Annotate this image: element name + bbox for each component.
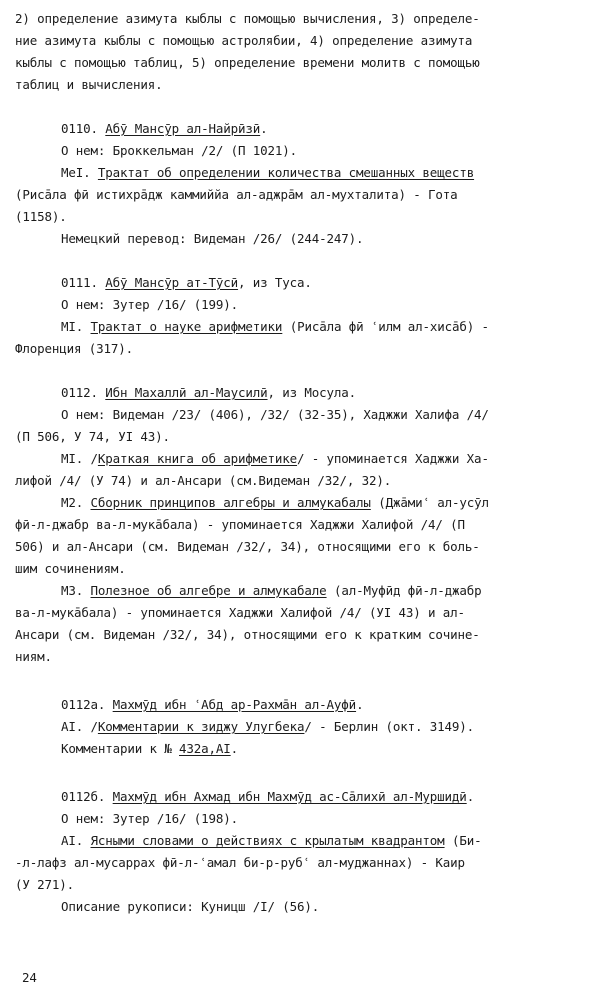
entry-0112-work-1-line-2: лифой /4/ (У 74) и ал-Ансари (см.Видеман /32/, 32). (15, 473, 392, 488)
page-number: 24 (22, 970, 37, 985)
work-rest: (Рисāла фӣ ʿилм ал-хисāб) - (282, 319, 489, 334)
work-title: Краткая книга об арифметике (97, 451, 298, 466)
work-code: M2. (61, 495, 84, 510)
entry-0111-about: О нем: Зутер /16/ (199). (61, 297, 239, 312)
work-code: AI. (61, 833, 84, 848)
intro-line-4: таблиц и вычисления. (15, 77, 163, 92)
entry-0112-heading (61, 383, 599, 405)
author-name: Абӯ Мансӯр ат-Тӯсӣ (105, 275, 239, 290)
entry-0112-work-3-line-4: ниям. (15, 649, 52, 664)
heading-end: , из Туса. (238, 275, 312, 290)
work-title: Трактат об определении количества смешанных веществ (97, 165, 475, 180)
heading-end: , из Мосула. (267, 385, 357, 400)
entry-0110-heading (61, 119, 599, 141)
intro-line-3: кыблы с помощью таблиц, 5) определение времени молитв с помощью (15, 55, 480, 70)
commentary-prefix: Комментарии к № (61, 741, 180, 756)
entry-0112-about-1: О нем: Видеман /23/ (406), /32/ (32-35), Хаджжи Халифа /4/ (61, 407, 489, 422)
work-rest: (Джāмиʿ ал-усӯл (370, 495, 489, 510)
entry-0112b-work-1-line-2: -л-лафз ал-мусаррах фӣ-л-ʿамал би-р-рубʿ ал-муджаннах) - Каир (15, 855, 465, 870)
entry-0110-about: О нем: Броккельман /2/ (П 1021). (61, 143, 298, 158)
entry-number: 0112а. (61, 697, 106, 712)
entry-0112-work-2-line-3: 506) и ал-Ансари (см. Видеман /32/, 34), относящими его к боль- (15, 539, 480, 554)
entry-0112-work-3 (61, 581, 599, 603)
entry-0110-translation: Немецкий перевод: Видеман /26/ (244-247). (61, 231, 364, 246)
entry-number: 0112. (61, 385, 98, 400)
entry-0112b-heading (61, 787, 599, 809)
heading-end: . (356, 697, 364, 712)
entry-0111-work-1-line-2: Флоренция (317). (15, 341, 134, 356)
entry-0111-work-1 (61, 317, 599, 339)
entry-0110-work-1-line-2: (Рисāла фӣ истихрāдж каммиййа ал-аджрāм ал-мухталита) - Гота (15, 187, 458, 202)
work-code: AI. / (61, 719, 98, 734)
work-code: M3. (61, 583, 84, 598)
entry-number: 0112б. (61, 789, 106, 804)
intro-line-2: ние азимута кыблы с помощью астролябии, 4) определение азимута (15, 33, 473, 48)
entry-number: 0111. (61, 275, 98, 290)
entry-0112b-work-1 (61, 831, 599, 853)
entry-0110-work-1 (61, 163, 599, 185)
entry-0112a-commentary (61, 739, 599, 761)
author-name: Ибн Махаллӣ ал-Маусилӣ (105, 385, 268, 400)
commentary-reference: 432а,AI (179, 741, 231, 756)
entry-0112-work-3-line-2: ва-л-мукāбала) - упоминается Хаджжи Халифой /4/ (УI 43) и ал- (15, 605, 465, 620)
entry-0112b-about: О нем: Зутер /16/ (198). (61, 811, 239, 826)
entry-0112b-work-1-line-3: (У 271). (15, 877, 75, 892)
author-name: Абӯ Мансӯр ал-Найрӣзӣ (105, 121, 261, 136)
work-code: MI. (61, 319, 84, 334)
entry-0110-work-1-line-3: (1158). (15, 209, 67, 224)
work-rest: (ал-Муфӣд фӣ-л-джабр (326, 583, 482, 598)
entry-0112b-manuscript: Описание рукописи: Куницш /I/ (56). (61, 899, 320, 914)
entry-0112a-heading (61, 695, 599, 717)
heading-end: . (466, 789, 475, 804)
work-title: Полезное об алгебре и алмукабале (90, 583, 327, 598)
author-name: Махмӯд ибн ʿАбд ар-Рахмāн ал-Ауфӣ (112, 697, 357, 712)
entry-0112-work-2 (61, 493, 599, 515)
author-name: Махмӯд ибн Ахмад ибн Махмӯд ас-Сāлихӣ ал-Муршидӣ (112, 789, 467, 804)
heading-end: . (260, 121, 268, 136)
work-title: Комментарии к зиджу Улугбека (97, 719, 305, 734)
intro-line-1: 2) определение азимута кыблы с помощью вычисления, 3) определе- (15, 11, 480, 26)
entry-0112-about-2: (П 506, У 74, УI 43). (15, 429, 170, 444)
work-title: Трактат о науке арифметики (90, 319, 283, 334)
entry-0112-work-2-line-2: фӣ-л-джабр ва-л-мукāбала) - упоминается Хаджжи Халифой /4/ (П (15, 517, 465, 532)
work-rest: / - упоминается Хаджжи Ха- (297, 451, 489, 466)
work-title: Сборник принципов алгебры и алмукабалы (90, 495, 371, 510)
entry-0112-work-3-line-3: Ансари (см. Видеман /32/, 34), относящими его к кратким сочине- (15, 627, 480, 642)
entry-0111-heading (61, 273, 599, 295)
entry-number: 0110. (61, 121, 98, 136)
work-title: Ясными словами о действиях с крылатым квадрантом (90, 833, 445, 848)
entry-0112-work-2-line-4: шим сочинениям. (15, 561, 126, 576)
work-rest: (Би- (444, 833, 482, 848)
work-code: MI. / (61, 451, 98, 466)
entry-0112-work-1 (61, 449, 599, 471)
commentary-end: . (230, 741, 239, 756)
work-code: MeI. (61, 165, 91, 180)
work-rest: / - Берлин (окт. 3149). (304, 719, 475, 734)
entry-0112a-work-1 (61, 717, 599, 739)
